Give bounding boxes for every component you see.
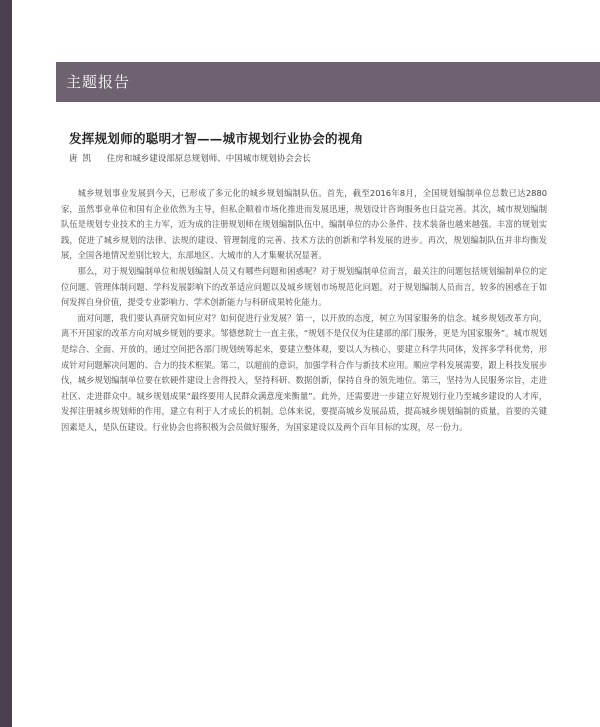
article-body — [61, 186, 547, 436]
byline — [69, 152, 311, 164]
section-banner — [56, 62, 600, 102]
body-paragraph-3: 面对问题，我们要认真研究如何应对？如何促进行业发展？第一，以开放的态度，树立为国家服务的信念。城乡规划改革方向，离不开国家的改革方向对城乡规划的要求。邹德慈院士一直主张，“规划不是仅仅为住建部的部门服务，更是为国家服务”。城市规划是综合、全面、开放的，通过空间把各部门规划统筹起来，要建立整体观，要以人为核心，要建立科学共同体，发挥多学科优势，形成针对问题解决问题的、合力的技术框架。第二，以超前的意识，加强学科合作与新技术应用。顺应学科发展需要，跟上科技发展步伐，城乡规划编制单位要在软硬件建设上舍得投入，坚持科研、数据创新，保持自身的领先地位。第三，坚持为人民服务宗旨，走进社区、走进群众中。城乡规划成果“最终要用人民群众满意度来衡量”。此外，还需要进一步建立好规划行业乃至城乡建设的人才库，发挥注册城乡规划师的作用，建立有利于人才成长的机制。总体来说，要提高城乡发展品质，提高城乡规划编制的质量，首要的关键因素是人，是队伍建设。行业协会也将积极为会员做好服务，为国家建设以及两个百年目标的实现，尽一份力。 — [61, 312, 547, 432]
author-affiliation: 住房和城乡建设部原总规划师、中国城市规划协会会长 — [106, 154, 311, 164]
section-title: 主题报告 — [66, 73, 131, 91]
body-paragraph-2: 那么，对于规划编制单位和规划编制人员又有哪些问题和困惑呢？对于规划编制单位而言，最关注的问题包括规划编制单位的定位问题、管理体制问题、学科发展影响下的改革适应问题以及城乡规划市场规范化问题。对于规划编制人员而言，较多的困惑在于如何发挥自身价值，提受专业影响力、学术创新能力与科研成果转化能力。 — [61, 265, 547, 308]
author-name: 唐凯 — [69, 154, 97, 164]
article-title: 发挥规划师的聪明才智——城市规划行业协会的视角 — [69, 131, 364, 146]
body-paragraph-1: 城乡规划事业发展到今天，已形成了多元化的城乡规划编制队伍。首先，截至2016年8月，全国规划编制单位总数已达2880家，虽然事业单位和国有企业依然为主导，但私企顺着市场化推进而发展迅速，规划设计咨询服务也日益完善。其次，城市规划编制队伍是规划专业技术的主力军，近为成的注册规划师在规划编制队伍中，编制单位的办公条件、技术装备也越来越强。丰富的规划实践，促进了城乡规划的法律、法规的建设、管理制度的完善、技术方法的创新和学科发展的进步。再次，规划编制队伍并非均衡发展，全国各地情况差别比较大，东部地区、大城市的人才集聚状况显著。 — [61, 188, 547, 261]
left-edge-bar — [0, 0, 12, 727]
